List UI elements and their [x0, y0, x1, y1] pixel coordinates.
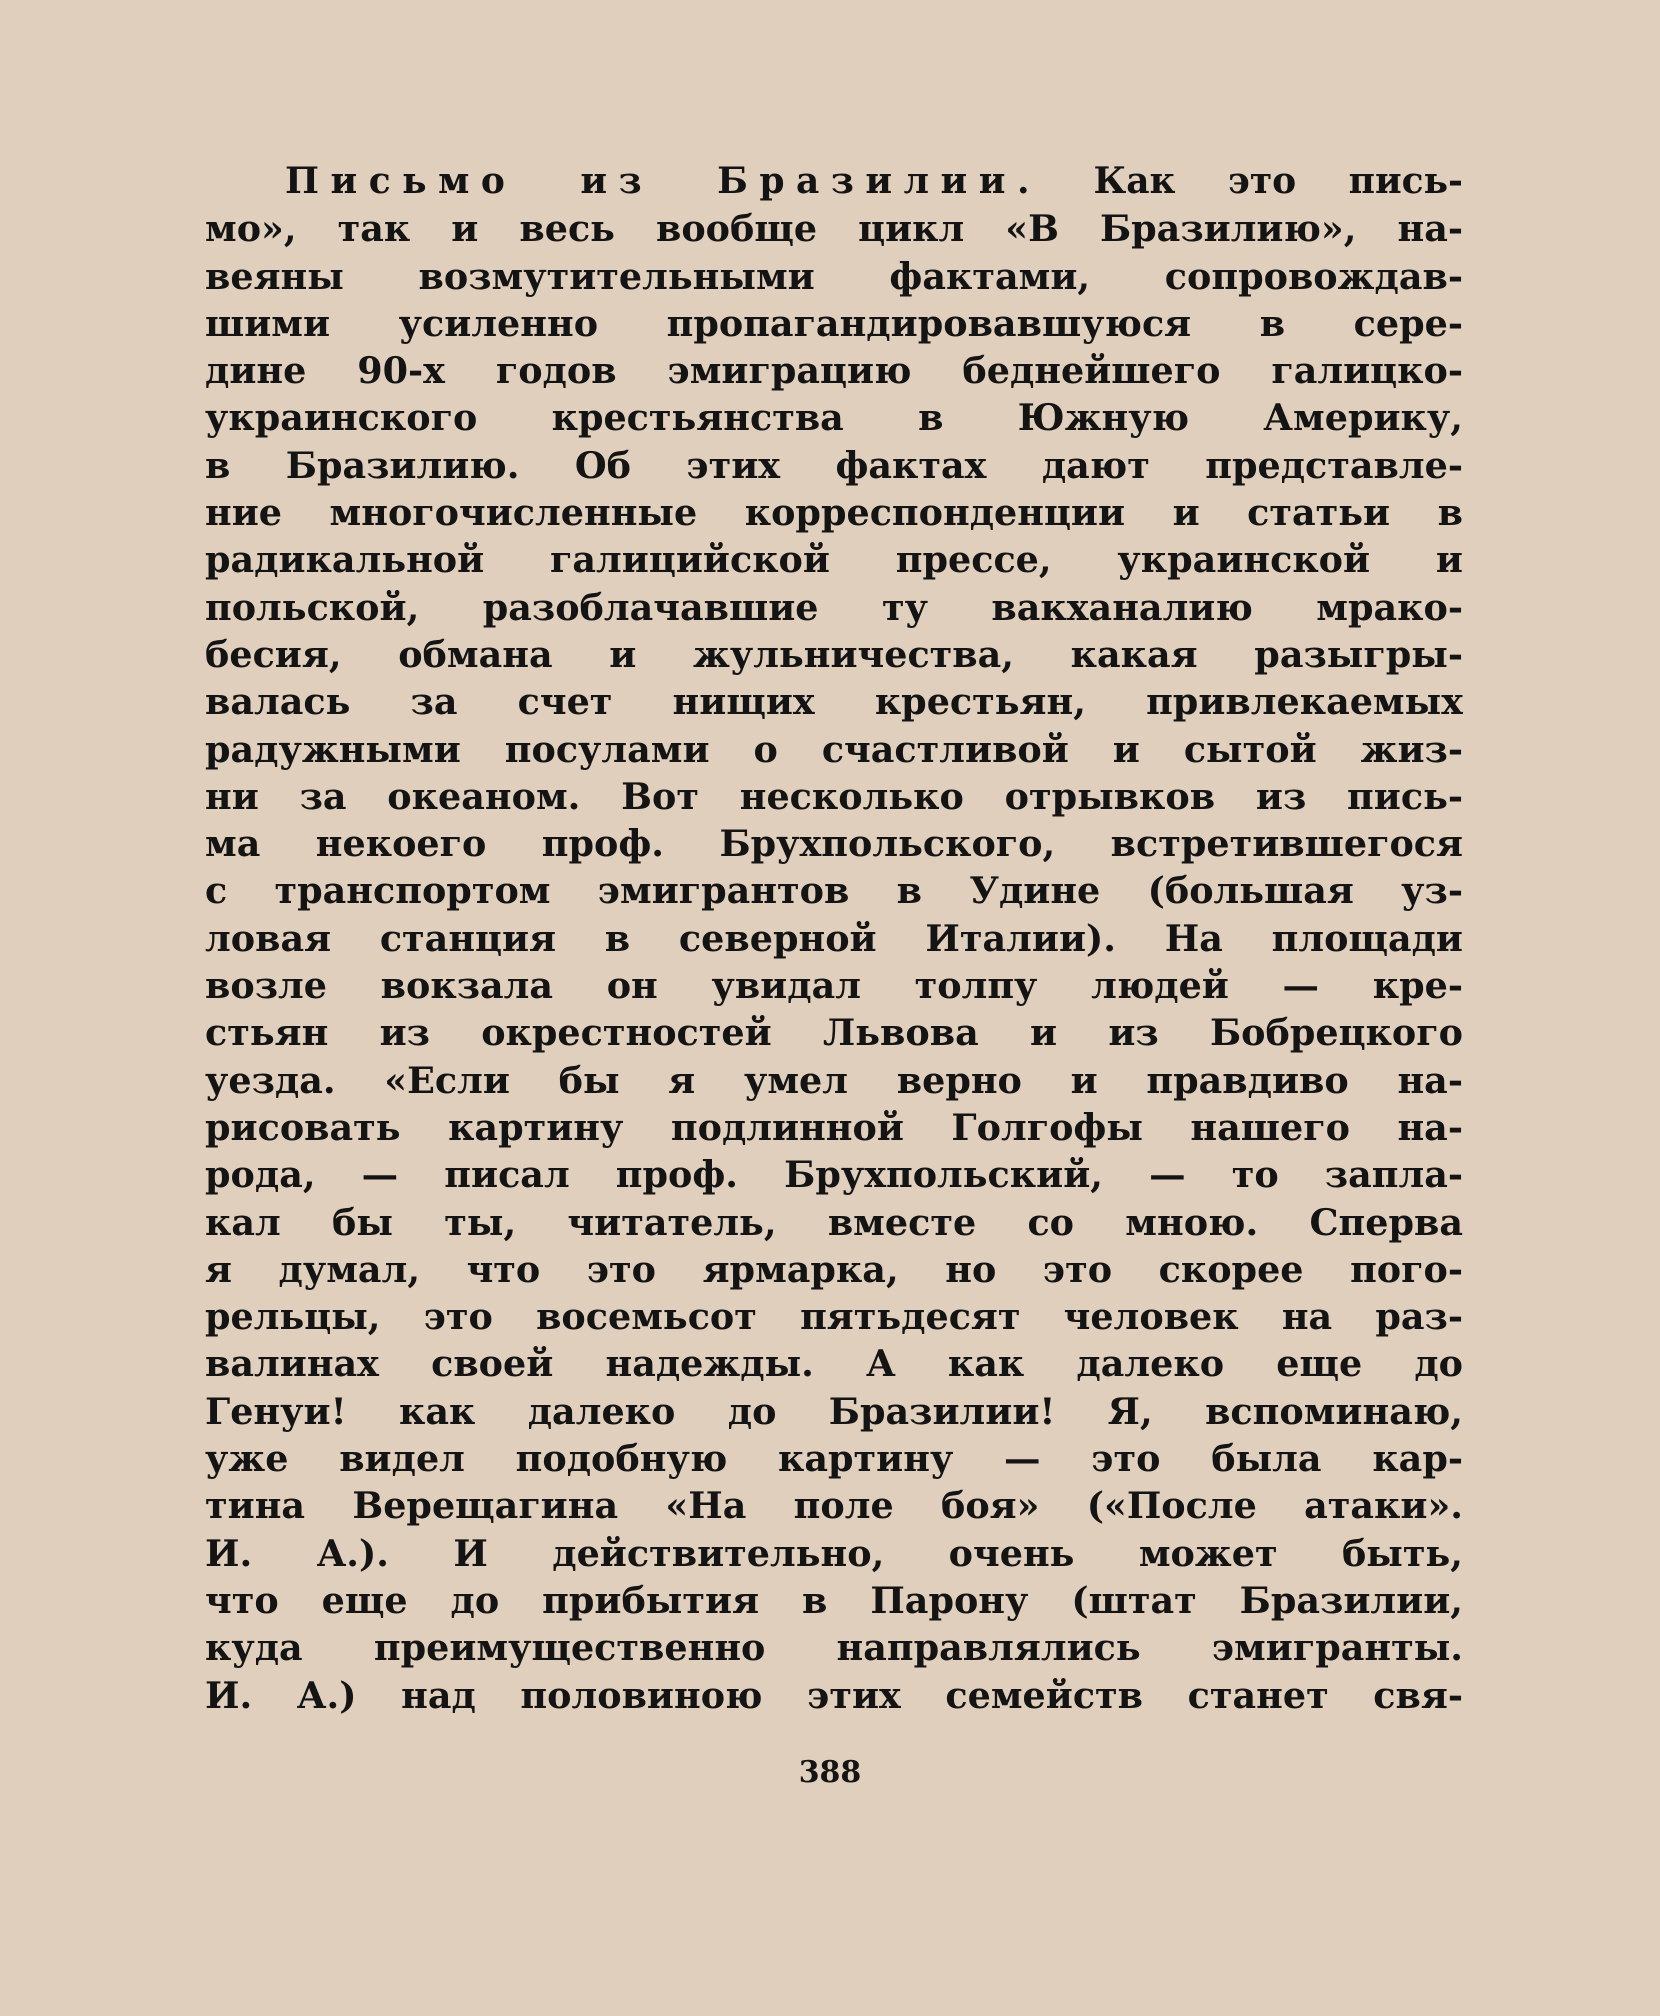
text-line: рисовать картину подлинной Голгофы нашего на- [205, 1105, 1463, 1149]
section-title: Письмо из Бразилии. [285, 160, 1042, 202]
text-line: мо», так и весь вообще цикл «В Бразилию», на- [205, 207, 1463, 251]
text-line: ни за океаном. Вот несколько отрывков из пись- [205, 774, 1463, 818]
page-number: 388 [798, 1755, 862, 1790]
text-line: кал бы ты, читатель, вместе со мною. Сперва [205, 1200, 1463, 1244]
text-line: в Бразилию. Об этих фактах дают представле- [205, 443, 1463, 487]
commentary-text [205, 158, 1463, 1719]
text-line: куда преимущественно направлялись эмигранты. [205, 1626, 1463, 1670]
text-line: рода, — писал проф. Брухпольский, — то запла- [205, 1153, 1463, 1197]
text-line: валась за счет нищих крестьян, привлекаемых [205, 680, 1463, 724]
text-line: польской, разоблачавшие ту вакханалию мрако- [205, 585, 1463, 629]
text-line: радикальной галицийской прессе, украинской и [205, 538, 1463, 582]
text-line: ние многочисленные корреспонденции и статьи в [205, 491, 1463, 535]
text-line: радужными посулами о счастливой и сытой жиз- [205, 727, 1463, 771]
text-line-first [205, 158, 1463, 205]
text-line: шими усиленно пропагандировавшуюся в сере- [205, 301, 1463, 345]
text-line: валинах своей надежды. А как далеко еще до [205, 1342, 1463, 1386]
text-line: бесия, обмана и жульничества, какая разыгры- [205, 632, 1463, 676]
text-line-continuation: Как это пись- [1093, 160, 1463, 202]
text-line: уже видел подобную картину — это была кар- [205, 1437, 1463, 1481]
text-line: я думал, что это ярмарка, но это скорее пого- [205, 1247, 1463, 1291]
text-line: веяны возмутительными фактами, сопровождав- [205, 254, 1463, 298]
text-line: с транспортом эмигрантов в Удине (большая уз- [205, 869, 1463, 913]
text-line: ма некоего проф. Брухпольского, встретившегося [205, 822, 1463, 866]
text-line: дине 90-х годов эмиграцию беднейшего галицко- [205, 349, 1463, 393]
text-line: И. А.) над половиною этих семейств станет свя- [205, 1673, 1463, 1717]
text-line: украинского крестьянства в Южную Америку, [205, 396, 1463, 440]
text-line: что еще до прибытия в Парону (штат Бразилии, [205, 1578, 1463, 1622]
text-line: тина Верещагина «На поле боя» («После атаки». [205, 1484, 1463, 1528]
text-line: возле вокзала он увидал толпу людей — кре- [205, 964, 1463, 1008]
text-line: стьян из окрестностей Львова и из Бобрецкого [205, 1011, 1463, 1055]
text-line: уезда. «Если бы я умел верно и правдиво на- [205, 1058, 1463, 1102]
text-line: И. А.). И действительно, очень может быть, [205, 1531, 1463, 1575]
text-line: рельцы, это восемьсот пятьдесят человек на раз- [205, 1295, 1463, 1339]
text-line: ловая станция в северной Италии). На площади [205, 916, 1463, 960]
text-line: Генуи! как далеко до Бразилии! Я, вспоминаю, [205, 1389, 1463, 1433]
